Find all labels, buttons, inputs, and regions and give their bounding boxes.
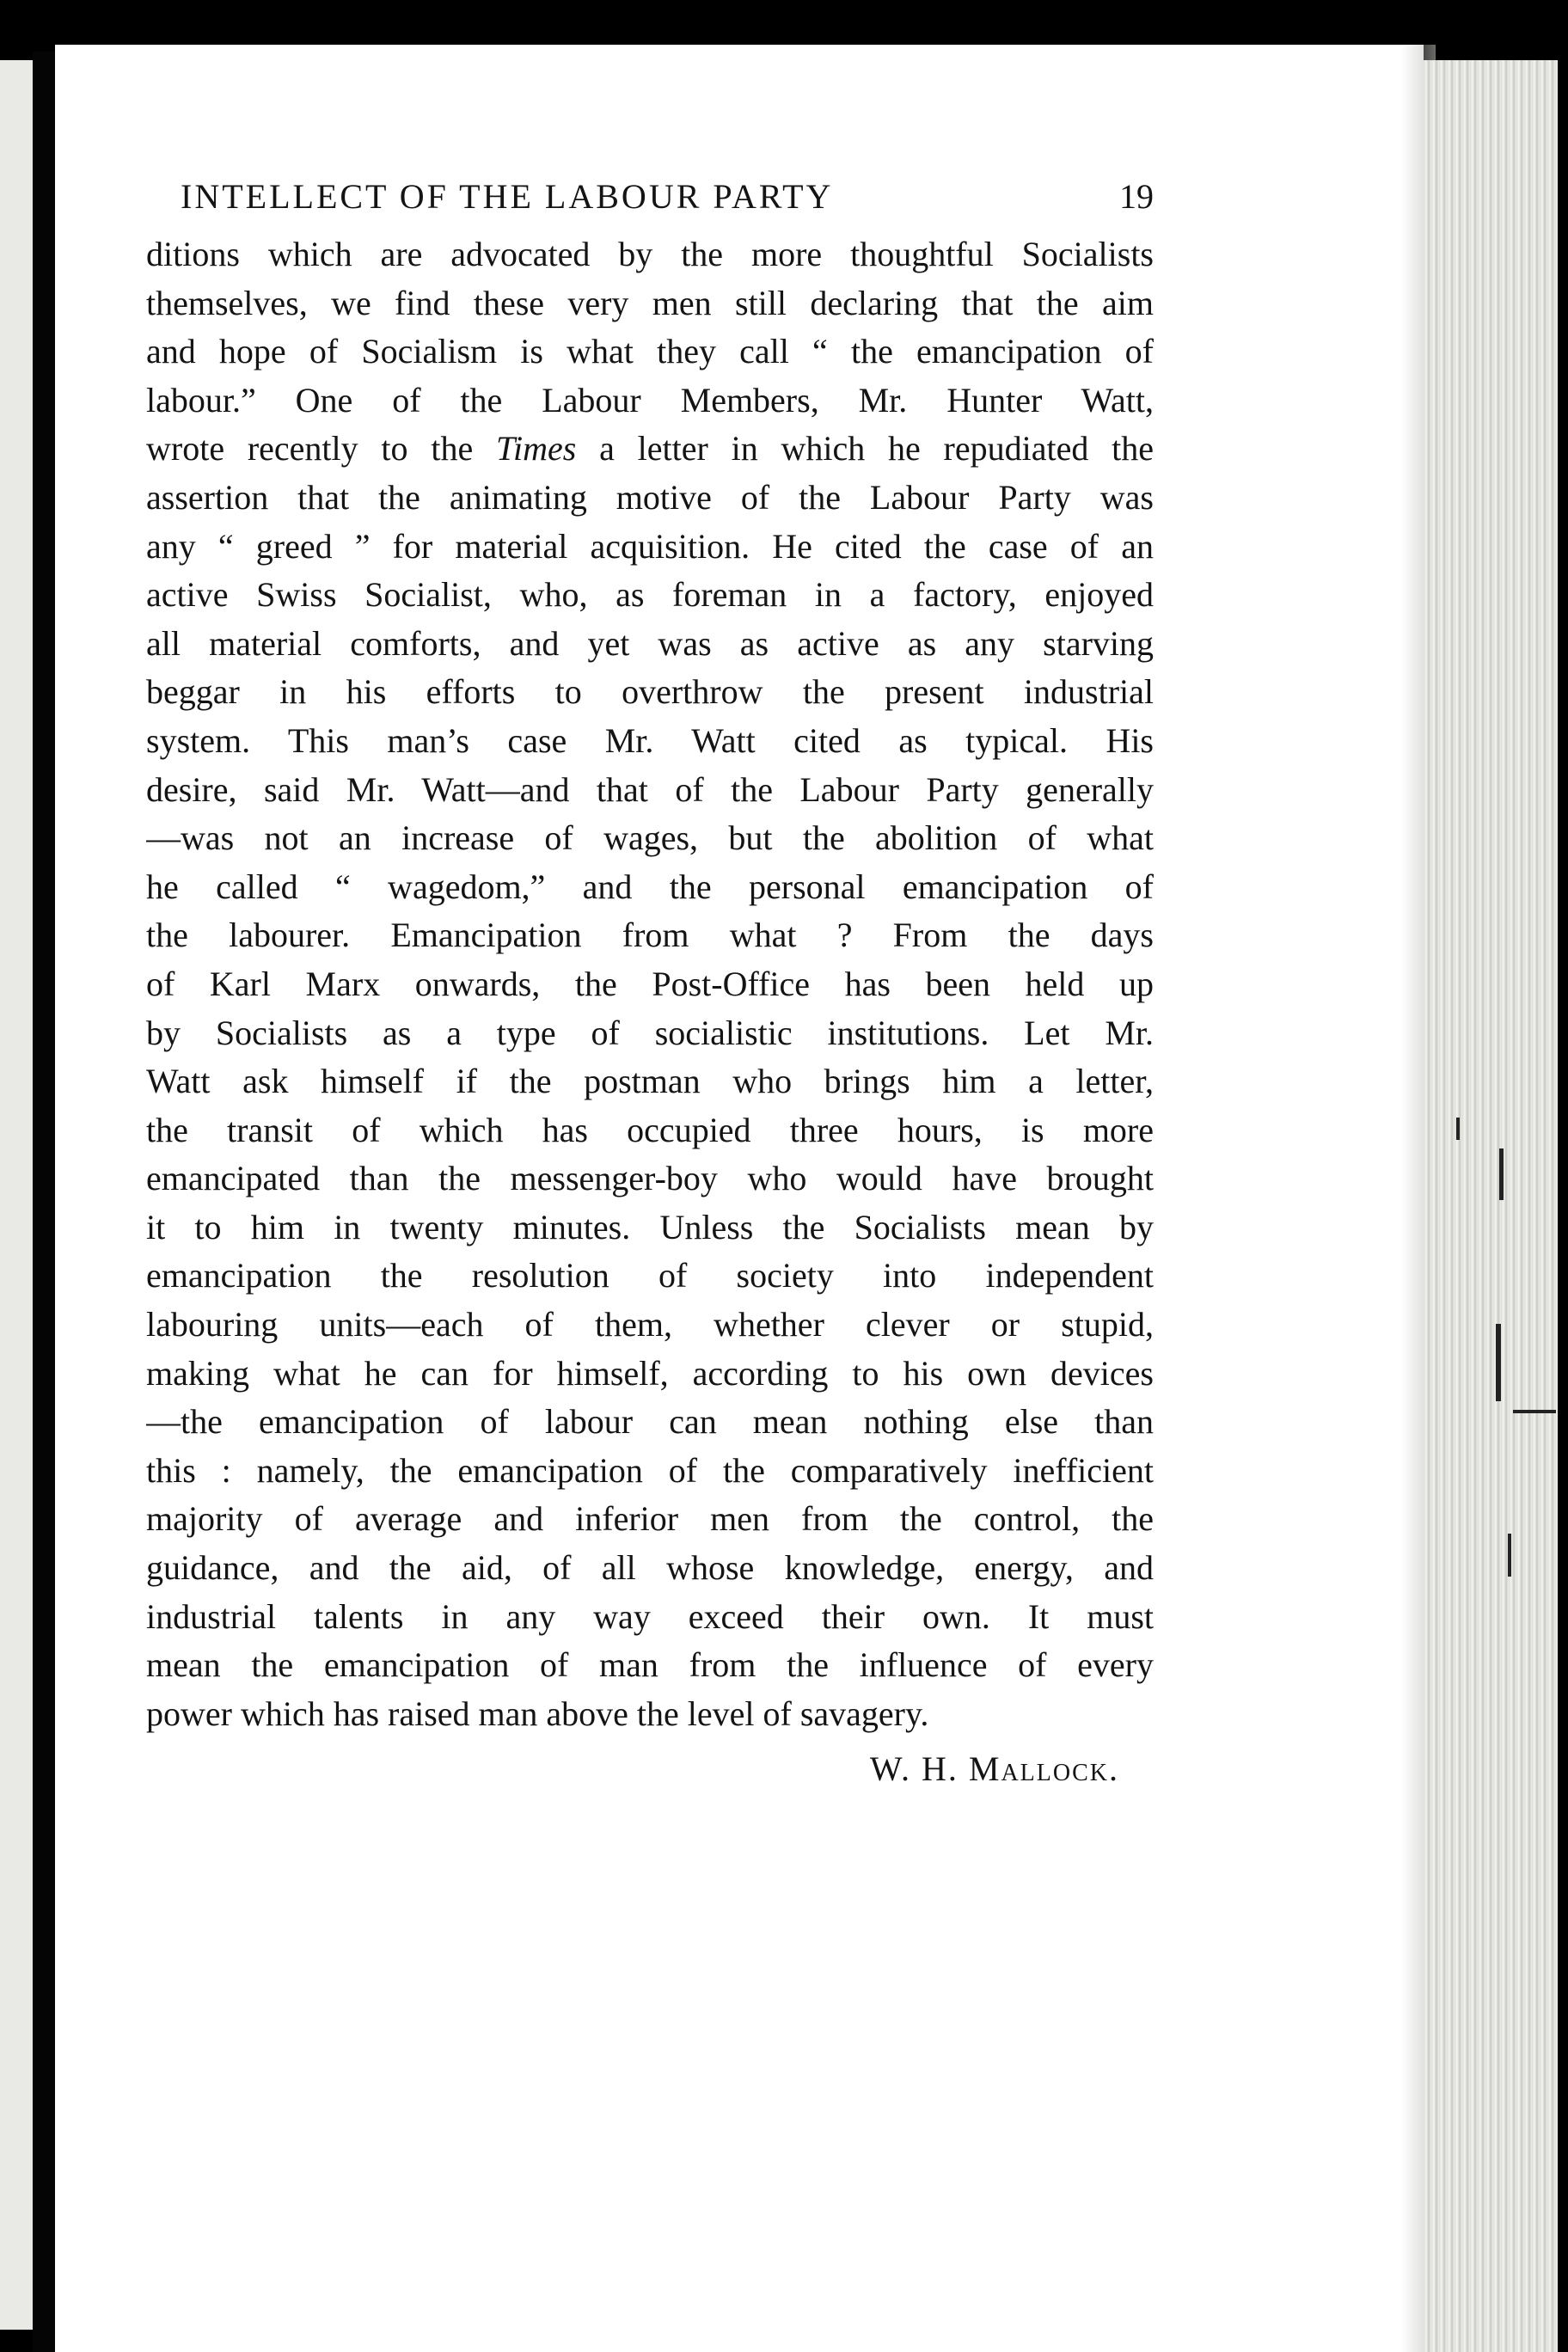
text-line: themselves, we find these very men still declaring that the aim xyxy=(146,283,1154,322)
fore-edge-mark xyxy=(1496,1324,1501,1401)
text-line: the transit of which has occupied three hours, is more xyxy=(146,1110,1154,1149)
text-line: any “ greed ” for material acquisition. He cited the case of an xyxy=(146,526,1154,566)
page-text-block xyxy=(146,168,1154,1795)
text-line: system. This man’s case Mr. Watt cited as typical. His xyxy=(146,720,1154,760)
fore-edge-mark xyxy=(1499,1148,1504,1200)
text-line: ditions which are advocated by the more thoughtful Socialists xyxy=(146,235,1154,273)
text-line: wrote recently to the Times a letter in which he repudiated the xyxy=(146,429,1154,469)
text-line: guidance, and the aid, of all whose knowledge, energy, and xyxy=(146,1548,1154,1588)
author-surname: Mallock. xyxy=(968,1749,1119,1789)
text-line: power which has raised man above the level of savagery. xyxy=(146,1694,929,1733)
page-block-fore-edge xyxy=(1424,60,1558,2352)
fore-edge-mark xyxy=(1513,1410,1556,1413)
text-line: mean the emancipation of man from the influence of every xyxy=(146,1645,1154,1685)
text-line: assertion that the animating motive of the Labour Party was xyxy=(146,477,1154,517)
author-signature xyxy=(146,1743,1154,1795)
text-line: all material comforts, and yet was as active as any starving xyxy=(146,623,1154,663)
text-line: making what he can for himself, according to his own devices xyxy=(146,1353,1154,1393)
text-line: emancipation the resolution of society into independent xyxy=(146,1256,1154,1295)
text-line: —the emancipation of labour can mean nothing else than xyxy=(146,1402,1154,1442)
text-line: and hope of Socialism is what they call “ the emancipation of xyxy=(146,332,1154,371)
text-line: labour.” One of the Labour Members, Mr. Hunter Watt, xyxy=(146,380,1154,420)
body-text xyxy=(146,230,1154,1738)
text-line: active Swiss Socialist, who, as foreman in a factory, enjoyed xyxy=(146,575,1154,615)
running-head xyxy=(146,168,1154,225)
italic-title: Times xyxy=(495,429,577,469)
text-line: of Karl Marx onwards, the Post-Office has been held up xyxy=(146,964,1154,1003)
text-line: desire, said Mr. Watt—and that of the Labour Party generally xyxy=(146,769,1154,809)
book-gutter xyxy=(33,52,55,2352)
page-number: 19 xyxy=(1119,177,1154,216)
text-line: he called “ wagedom,” and the personal emancipation of xyxy=(146,867,1154,906)
text-line: beggar in his efforts to overthrow the present industrial xyxy=(146,672,1154,712)
text-line: Watt ask himself if the postman who brings him a letter, xyxy=(146,1062,1154,1101)
facing-page-edge xyxy=(0,60,33,2330)
fore-edge-mark xyxy=(1456,1118,1460,1140)
text-line: industrial talents in any way exceed their own. It must xyxy=(146,1596,1154,1636)
text-line: emancipated than the messenger-boy who would have brought xyxy=(146,1159,1154,1198)
fore-edge-mark xyxy=(1508,1534,1511,1577)
text-line: this : namely, the emancipation of the comparatively inefficient xyxy=(146,1450,1154,1490)
text-line: by Socialists as a type of socialistic institutions. Let Mr. xyxy=(146,1013,1154,1052)
text-line: labouring units—each of them, whether clever or stupid, xyxy=(146,1305,1154,1344)
text-line: —was not an increase of wages, but the abolition of what xyxy=(146,818,1154,858)
text-line: majority of average and inferior men from the control, the xyxy=(146,1499,1154,1539)
running-head-title: INTELLECT OF THE LABOUR PARTY xyxy=(181,177,834,216)
author-initials: W. H. xyxy=(869,1749,959,1789)
text-line: it to him in twenty minutes. Unless the Socialists mean by xyxy=(146,1207,1154,1246)
text-line: the labourer. Emancipation from what ? From the days xyxy=(146,916,1154,955)
